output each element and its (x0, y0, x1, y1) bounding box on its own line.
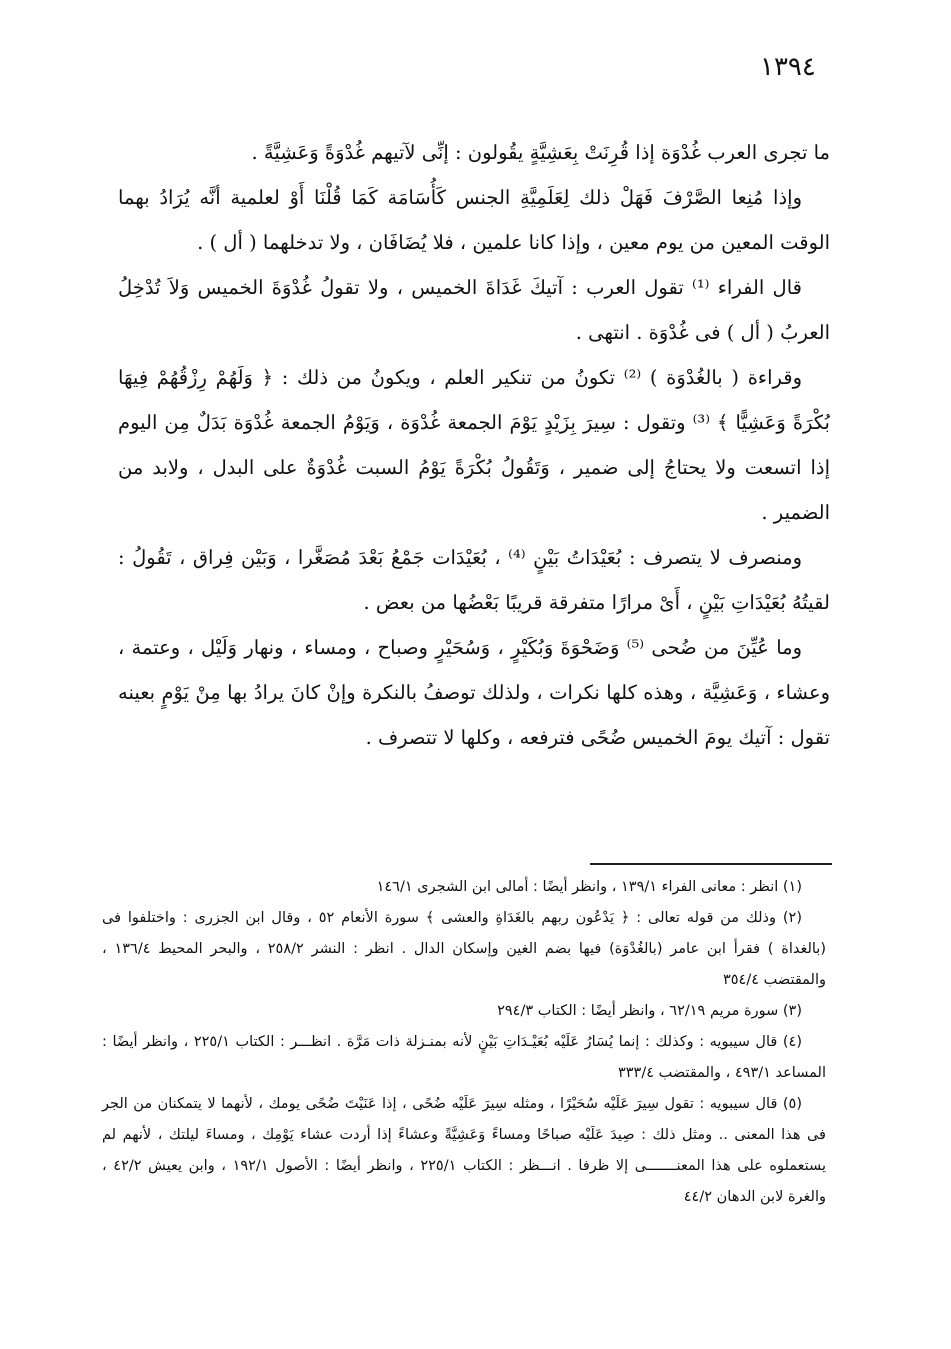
main-text (118, 130, 830, 760)
paragraph: وما عُيِّنَ من ضُحى ⁽⁵⁾ وَضَحْوَةَ وَبُكَيْرٍ ، وَسُحَيْرٍ وصباح ، ومساء ، ونهار وَلَيْل ، وعتمة ، وعشاء ، وَعَشِيَّة ، وهذه كلها نكرات ، ولذلك توصفُ بالنكرة وإنْ كانَ يرادُ بها مِنْ يَوْمٍ بعينه تقول : آتيك يومَ الخميس ضُحًى فترفعه ، وكلها لا تتصرف . (118, 636, 830, 749)
footnote: (٢) وذلك من قوله تعالى : ﴿ يَدْعُون ربهم بالغَدَاةِ والعشى ﴾ سورة الأنعام ٥٢ ، وقال ابن الجزرى : واختلفوا فى (بالغداة ) فقرأ ابن عامر (بالغُدْوَة) فيها بضم الغين وإسكان الدال . انظر : النشر ٢٥٨/٢ ، والبحر المحيط ١٣٦/٤ ، والمقتضب ٣٥٤/٤ (102, 910, 826, 988)
footnote: (٥) قال سيبويه : تقول سِيرَ عَلَيْه سُحَيْرًا ، ومثله سِيرَ عَلَيْه ضُحًى ، إذا عَنَيْتَ ضُحًى يومك ، لأنهما لا يتمكنان من الجر فى هذا المعنى .. ومثل ذلك : صِيدَ عَلَيْه صباحًا ومساءً وَعَشِيَّةً وعشاءً إذا أردت عشاء يَوْمِك ، ومساءَ ليلتك ، لأنهم لم يستعملوه على هذا المعنـــــــى إلا ظرفا . انـــظر : الكتاب ٢٢٥/١ ، وانظر أيضًا : الأصول ١٩٢/١ ، وابن يعيش ٤٢/٢ ، والغرة لابن الدهان ٤٤/٢ (102, 1096, 827, 1205)
paragraph: قال الفراء ⁽¹⁾ تقول العرب : آتيكَ غَدَاةَ الخميس ، ولا تقولُ غُدْوَةَ الخميس وَلاَ تُدْخِلُ العربُ ( أل ) فى غُدْوَة . انتهى . (118, 276, 830, 344)
footnotes-section (102, 872, 826, 1213)
footnote: (٣) سورة مريم ٦٢/١٩ ، وانظر أيضًا : الكتاب ٢٩٤/٣ (497, 1003, 802, 1019)
paragraph: ومنصرف لا يتصرف : بُعَيْدَاتُ بَيْنٍ ⁽⁴⁾ ، بُعَيْدَات جَمْعُ بَعْدَ مُصَغَّرا ، وَبَيْن فِراق ، تَقُولُ : لقيتُهُ بُعَيْدَاتِ بَيْنٍ ، أَىْ مرارًا متفرقة قريبًا بَعْضُها من بعض . (118, 546, 830, 614)
paragraph: ما تجرى العرب غُدْوَة إذا قُرِنَتْ بِعَشِيَّةٍ يقُولون : إنِّى لآتيهم غُدْوَةً وَعَشِيَّةً . (251, 141, 830, 164)
paragraph: وإذا مُنِعا الصَّرْفَ فَهَلْ ذلك لِعَلَمِيَّةِ الجنس كَأُسَامَة كَمَا قُلْنَا أَوْ لعلمية أنَّه يُرَادُ بهما الوقت المعين من يوم معين ، وإذا كانا علمين ، فلا يُضَافَان ، ولا تدخلهما ( أل ) . (118, 186, 830, 254)
page-number: ١٣٩٤ (760, 52, 816, 82)
footnote: (٤) قال سيبويه : وكذلك : إنما يُسَارُ عَلَيْه بُعَيْـدَاتِ بَيْنٍ لأنه بمنـزلة ذات مَرَّة . انظـــر : الكتاب ٢٢٥/١ ، وانظر أيضًا : المساعد ٤٩٣/١ ، والمقتضب ٣٣٣/٤ (102, 1034, 826, 1081)
footnote: (١) انظر : معانى الفراء ١٣٩/١ ، وانظر أيضًا : أمالى ابن الشجرى ١٤٦/١ (376, 879, 802, 895)
paragraph: وقراءة ( بالغُدْوَة ) ⁽²⁾ تكونُ من تنكير العلم ، ويكونُ من ذلك : ﴿ وَلَهُمْ رِزْقُهُمْ فِيهَا بُكْرَةً وَعَشِيًّا ﴾ ⁽³⁾ وتقول : سِيرَ بِزَيْدٍ يَوْمَ الجمعة غُدْوَة ، وَيَوْمُ الجمعة غُدْوَة بَدَلٌ مِن اليوم إذا اتسعت ولا يحتاجُ إلى ضمير ، وَتَقُولُ بُكْرَةً يَوْمُ السبت غُدْوَةٌ على البدل ، ولابد من الضمير . (118, 366, 830, 524)
footnote-divider (590, 863, 832, 865)
